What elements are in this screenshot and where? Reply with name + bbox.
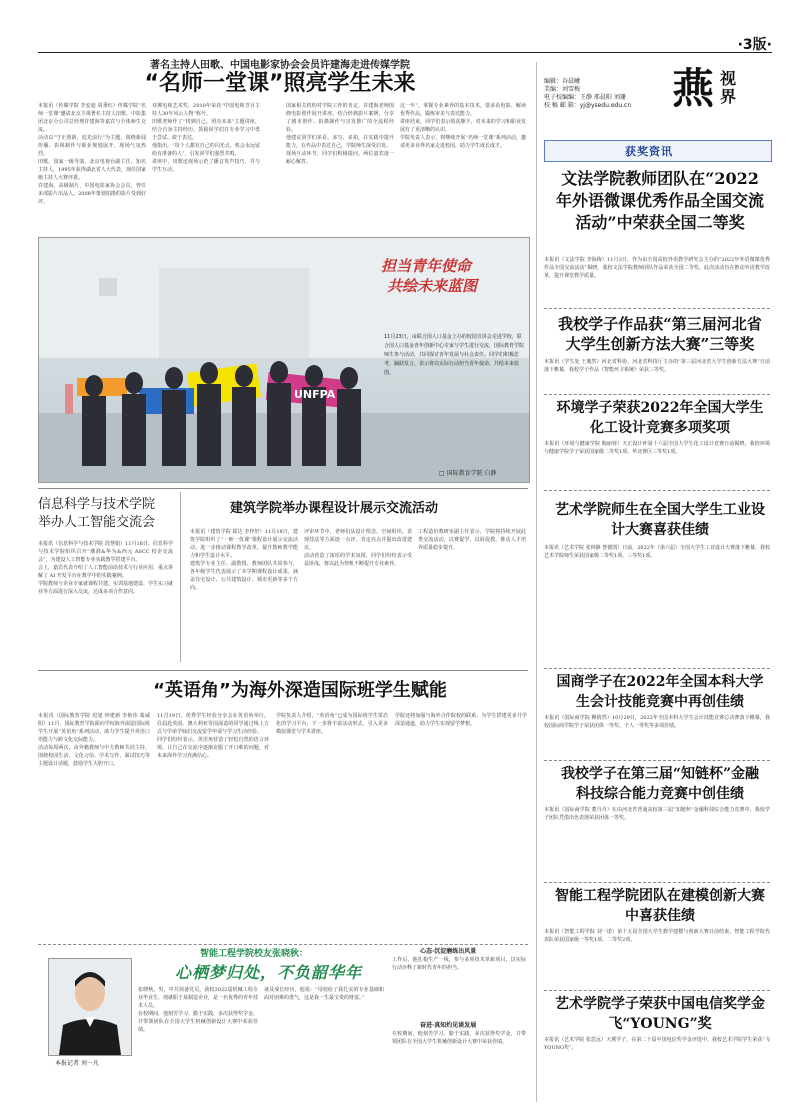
sidebar-divider [536, 62, 537, 1102]
award-6-body: 本报讯（国际商学院 董丹丹）在由河北省普通高校第三届“知链杯”金融科技综合能力竞赛中，我校学子团队凭借出色表现荣获团体一等奖。 [544, 807, 770, 821]
arch-col-2: 评审环节中，老师们从设计理念、空间组织、表现技法等方面逐一点评，肯定亮点并提出改进建议。 活动营造了浓厚的学术氛围，同学们纷纷表示受益匪浅，将以此为契机不断提升专业素养。 [304, 529, 412, 567]
award-rule-3 [544, 490, 770, 491]
masthead-logo [672, 64, 772, 114]
award-3-headline: 环境学子荣获2022年全国大学生化工设计竞赛多项奖项 [556, 400, 764, 436]
award-5-headline: 国商学子在2022年全国本科大学生会计技能竞赛中再创佳绩 [556, 674, 764, 710]
proof-line: 校 稿 邮 箱：yj@ysedu.edu.cn [544, 102, 632, 109]
award-7-body: 本报讯（智能工程学院 刘一诺）第十五届全国大学生数学建模与创新大赛日前结束，智能工程学院代表队荣获国家级一等奖1项、二等奖2项。 [544, 929, 770, 943]
phone-line: 电子校编编：王静 邢晨阳 刘珊 [544, 94, 626, 101]
arch-headline: 建筑学院举办课程设计展示交流活动 [230, 501, 439, 516]
award-5-body: 本报讯（国际商学院 柳倩然）10月29日，2022年全国本科大学生会计技能竞赛总决赛落下帷幕，我校国际商学院学子荣获团体一等奖、个人一等奖等多项佳绩。 [544, 715, 770, 729]
designer-line: 美编：刘雪梅 [544, 86, 581, 93]
profile-col-1: 张晓秋，男，中共预备党员，我校2022届机械工程专业毕业生，现就职于某制造企业，是一名优秀的青年技术人员。 在校期间，他刻苦学习、勤于实践，多次获得奖学金，并带领团队在全国大学生机械创新设计大赛中荣获佳绩。 [138, 987, 258, 1033]
english-col-2: 11月19日，优秀学生经验分享会在英语角举行，往届赴英国、澳大利亚等国深造的同学通过线上方式与学弟学妹们交流留学申请与学习生活经验。 同学们纷纷表示，英语角营造了轻松自然的语言环境，让自己在交流中逐渐克服了开口难的问题，对未来海外学习充满信心。 [157, 713, 269, 759]
award-6-headline: 我校学子在第三届“知链杯”金融科技综合能力竞赛中创佳绩 [560, 766, 760, 802]
main-kicker: 著名主持人田歌、中国电影家协会会员许建海走进传媒学院 [150, 60, 410, 71]
award-3-body: 本报讯（环境与健康学院 陶丽蓉）天正设计杯第十六届全国大学生化工设计竞赛日前揭晓，我校环境与健康学院学子荣获国家级二等奖1项、华北赛区三等奖1项。 [544, 441, 770, 455]
main-col-1: 本报讯（传媒学院 李安迪 周秉红）传媒学院“名师一堂课”邀请北京卫视著名主持人田歌、中影集团北京分公司总经理许建海等嘉宾与全体师生交流。 活动以“守正创新、追光前行”为主题，围绕新闻传播、影视制作与职业规划展开，现场气氛热烈。 田歌，国家一级导演，北京电视台副主任、知名主持人，1995年获得湖北省人大代表，现任国家级主持人大赛评委。 许建海，高级制片，中国电影家协会会员，曾任多部影片出品人，2008年策划拍摄的影片受到好评。 [38, 103, 146, 205]
photo-caption: 11月23日，由联合国人口基金上办的校园宣讲会走进学校，联合国人口基金青年创新中心专家与学生进行交流，国际教育学院师生参与活动，共同探讨青年发展与社会责任。同学们积极思考，踊跃发言，表示将以实际行动担当青年使命，共绘未来蓝图。 [384, 334, 525, 376]
photo-sign: UNFPA [294, 388, 336, 401]
profile-kicker: 智能工程学院校友张晓秋： [200, 949, 309, 959]
award-rule-6 [544, 882, 770, 883]
portrait-caption: 本报记者 刘一凡 [55, 1060, 99, 1067]
event-photo [38, 237, 530, 483]
award-1-headline: 文法学院教师团队在“2022年外语微课优秀作品全国交流活动”中荣获全国二等奖 [555, 169, 764, 232]
section-rule-1 [38, 488, 528, 489]
award-rule-2 [544, 394, 770, 395]
top-rule [38, 52, 772, 53]
arch-col-1: 本报讯（建筑学院 霍达 李梓轩）11月18日，建筑学院组织了“一师一优课”课程设计展示交流活动，进一步推动课程教学改革，提升教师教学能力和学生设计水平。 建筑学专业主任、副教授、教师团队共同参与，各年级学生代表展示了本学期课程设计成果，涵盖住宅设计、公共建筑设计、城市更新等多个方向。 [190, 529, 298, 591]
award-4-headline: 艺术学院师生在全国大学生工业设计大赛喜获佳绩 [555, 502, 765, 538]
award-2-headline: 我校学子作品获“第三届河北省大学生创新方法大赛”三等奖 [558, 315, 762, 353]
award-7-headline: 智能工程学院团队在建模创新大赛中喜获佳绩 [555, 888, 765, 924]
main-col-4: 这一年”，掌握专业素养的基本技术，要多看电影、解读优秀作品，锻炼审美与表达能力。 讲座结束，同学们表示收获颇丰，对未来的学习和职业发展有了更清晰的认识。 学院负责人表示，将继续开展“名师一堂课”系列活动，邀请更多业界名家走进校园，助力学生成长成才。 [400, 103, 526, 149]
english-col-1: 本报讯（国际教育学院 迟旭 钟建新 李艳伟 葛威阳）11月，国际教育学院面向学校海外深造国际班学生开展“英语角”系列活动，助力学生提升英语口语能力与跨文化交际能力。 活动每周两次，由外籍教师与中方教师共同主持，围绕校园生活、文化习俗、学术写作、面试技巧等主题设计话题，鼓励学生大胆开口。 [38, 713, 150, 767]
page-number: ·3版· [737, 37, 772, 53]
section-rule-2 [38, 670, 528, 671]
profile-col-2: 谈及成长经历，他说：“母校给了我扎实的专业基础和面对困难的勇气，这是我一生最宝贵的财富。” [264, 987, 384, 1001]
award-rule-4 [544, 668, 770, 669]
english-headline: “英语角”为海外深造国际班学生赋能 [153, 680, 447, 701]
profile-col-4: 在校期间，他刻苦学习、勤于实践，多次获得奖学金，并带领团队在全国大学生机械创新设计大赛中荣获佳绩。 [392, 1031, 526, 1045]
arch-col-3: 工程造价教研室副主任表示，学院将持续开展此类交流活动，以赛促学、以展促教，推动人才培养质量稳步提升。 [418, 529, 526, 551]
awards-banner [544, 140, 772, 162]
ai-body: 本报讯（信息科学与技术学院 段慧娟）11月18日，信息科学与技术学院组织召开“潮湃&华为&西元 ASCC 校企交流会”，为建设人工智能专业实践教学搭建平台。 会上，嘉宾代表介绍了人工智能前沿技术与行业应用，重点讲解了 AI 开发平台在教学中的实践案例。 学院教师与企业专家就课程共建、实训基地建设、学生实习就业等方面进行深入交流，达成多项合作意向。 [38, 541, 173, 595]
award-rule-5 [544, 760, 770, 761]
profile-headline: 心栖梦归处，不负韶华年 [175, 963, 363, 982]
award-rule-1 [544, 308, 770, 309]
editor-line: 编辑：谷晨曦 [544, 78, 581, 85]
profile-top-dash [38, 944, 528, 945]
main-headline: “名师一堂课”照亮学生未来 [144, 71, 416, 96]
person-photo-icon [49, 959, 131, 1055]
award-4-body: 本报讯（艺术学院 张林静 曾德凯）日前，2022年（第六届）全国大学生工业设计大赛落下帷幕，我校艺术学院师生荣获国家级二等奖1项、三等奖1项。 [544, 545, 770, 559]
award-1-body: 本报讯（文法学院 李海梅）11月3日，作为由全国高校外语教学研究会主办的“2022年外语微课优秀作品全国交流活动”揭晓，我校文法学院教师团队作品荣获全国二等奖。此次活动旨在推动外语教学改革，提升课堂教学质量。 [544, 257, 770, 279]
award-8-headline: 艺术学院学子荣获中国电信奖学金飞“YOUNG”奖 [555, 996, 765, 1032]
award-rule-7 [544, 990, 770, 991]
main-col-2: 双翼电视艺术奖、2010年荣获“中国电视节目主持人30年风云人物”称号。 田歌老师作了“找到自己、照亮未来”主题讲座，结合自身主持经历，鼓励同学们在专业学习中勇于尝试、敢于表达。 他指出，“每个人都有自己的闪光点，机会永远留给有准备的人”，引发同学们强烈共鸣。 讲座中，田歌还现场示范了播音发声技巧，并与学生互动。 [152, 103, 260, 173]
english-col-4: 学院还将加强与海外合作院校的联系，为学生搭建更多升学深造通道，助力学生实现留学梦想。 [395, 713, 527, 727]
awards-banner-title: 获奖资讯 [625, 145, 673, 158]
main-col-3: 国家相关机构对学院工作的肯定。许建海老师围绕电影创作展开讲座，结合经典影片案例，分享了剧本创作、拍摄制作与宣发推广的全流程经验。 他建议同学们多看、多写、多拍，在实践中提升能力，在作品中表达自己，学院师生深受启发。 现场互动环节，同学们积极提问，两位嘉宾逐一耐心解答。 [286, 103, 394, 165]
logo-main: 燕 [672, 64, 715, 113]
logo-sub: 视界 [720, 69, 737, 106]
profile-sub1: 心态·沉淀磨练出风景 [420, 948, 477, 955]
profile-col-3: 工作后，他扎根生产一线，参与多项技术革新项目，以实际行动诠释了新时代青年的担当。 [392, 957, 526, 971]
award-8-body: 本报讯（艺术学院 张思远）天翼学子，在第二十届中国电信奖学金评选中，我校艺术学院学生荣获“飞YOUNG奖”。 [544, 1037, 770, 1051]
profile-sub2: 奋进·真知灼见谈发展 [420, 1022, 477, 1029]
photo-credit: □ 国际教育学院 白静 [439, 470, 497, 477]
ai-headline: 信息科学与技术学院 举办人工智能交流会 [38, 497, 156, 530]
profile-portrait [48, 958, 132, 1056]
photo-slogan: 担当青年使命 共绘未来蓝图 [381, 257, 478, 295]
editor-info [544, 78, 631, 110]
divider-ai [180, 492, 181, 662]
english-col-3: 学院负责人介绍，“英语角”已成为国际班学生常态化的学习平台，下一步将丰富活动形式，引入更多模拟课堂与学术讲座。 [276, 713, 388, 735]
award-2-body: 本报讯（学生处 王胤然）河北省科协、河北省科技厅主办的“第三届河北省大学生创新方法大赛”日前落下帷幕，我校学子作品《智能环卫系统》荣获三等奖。 [544, 359, 770, 373]
